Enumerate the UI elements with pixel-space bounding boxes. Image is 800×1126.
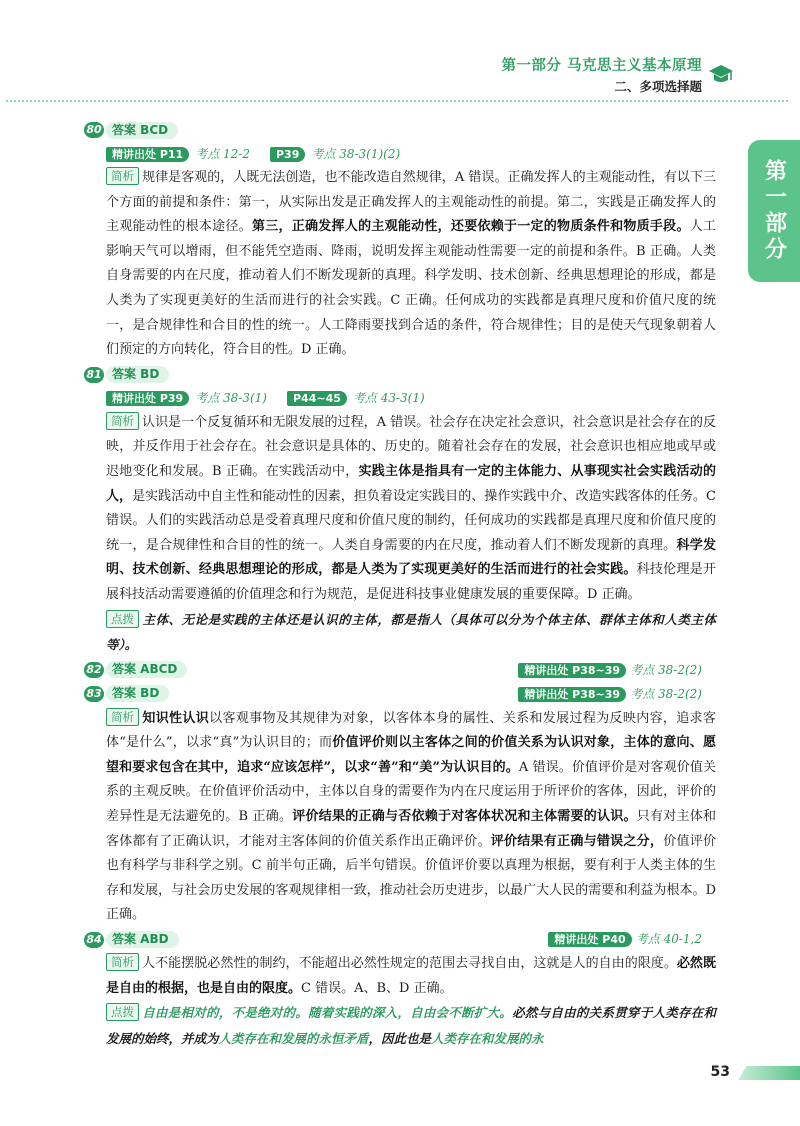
question-number: 84 — [84, 932, 104, 948]
answer-label: 答案 BD — [106, 685, 169, 702]
analysis-tag: 简析 — [106, 412, 139, 430]
bold-text: 必然既是自由的根据，也是自由的限度。 — [106, 956, 716, 996]
bold-text: 评价结果的正确与否依赖于对客体状况和主体需要的认识。 — [292, 809, 637, 825]
bold-text: 知识性认识 — [142, 710, 210, 726]
tip-text: 主体、无论是实践的主体还是认识的主体，都是指人（具体可以分为个体主体、群体主体和人类主体等）。 — [106, 611, 716, 653]
bold-text: 第三，正确发挥人的主观能动性，还要依赖于一定的物质条件和物质手段。 — [251, 219, 690, 235]
source-badge: 精讲出处 P38~39 — [518, 687, 626, 702]
question-number: 82 — [84, 662, 104, 678]
header-title: 第一部分 马克思主义基本原理 — [501, 58, 702, 74]
side-tab — [748, 140, 800, 282]
bold-text: 评价结果有正确与错误之分， — [490, 833, 664, 849]
header-divider — [6, 100, 788, 102]
tip-paragraph — [84, 1001, 716, 1052]
bold-text: 价值评价则以主客体之间的价值关系为认识对象，主体的意向、愿望和要求包含在其中，追求“应该怎样”，以求“善”和“美”为认识目的。 — [106, 735, 716, 775]
analysis-text: 价值评价也有科学与非科学之别。C 前半句正确，后半句错误。价值评价要以真理为根据，要有利于人类主体的生存和发展，与社会历史发展的客观规律相一致，推动社会历史进步，以最广大人民的需要和利益为根本。D 正确。 — [106, 833, 716, 923]
analysis-paragraph — [84, 707, 716, 928]
analysis-text: 规律是客观的，人既无法创造，也不能改造自然规律，A 错误。正确发挥人的主观能动性，有以下三个方面的前提和条件：第一，从实际出发是正确发挥人的主观能动性的前提。第二，实践是正确发挥人的主观能动性的根本途径。 — [106, 170, 716, 235]
analysis-text: A 错误。价值评价是对客观价值关系的主观反映。在价值评价活动中，主体以自身的需要作为内在尺度运用于所评价的客体，因此，评价的差异性是无法避免的。B 正确。 — [106, 759, 716, 825]
question-82-header — [84, 659, 716, 683]
analysis-text: 人工影响天气可以增雨，但不能凭空造雨、降雨，说明发挥主观能动性需要一定的前提和条件。B 正确。人类自身需要的内在尺度，推动着人们不断发现新的真理。科学发明、技术创新、经典思想理论的形成，都是人类为了实现更美好的生活而进行的社会实践。C 正确。任何成功的实践都是真理尺度和价值尺度的统一，是合规律性和合目的性的统一。人工降雨要找到合适的条件，符合规律性；目的是使天气现象朝着人们预定的方向转化，符合目的性。D 正确。 — [106, 219, 716, 358]
header-subtitle: 二、多项选择题 — [614, 79, 702, 94]
question-number: 81 — [84, 367, 104, 383]
bold-text: 科学发明、技术创新、经典思想理论的形成，都是人类为了实现更美好的生活而进行的社会实践。 — [106, 537, 716, 578]
analysis-text: 人不能摆脱必然性的制约，不能超出必然性规定的范围去寻找自由，这就是人的自由的限度。 — [142, 956, 677, 972]
question-number: 83 — [84, 686, 104, 702]
source-badge: 精讲出处 P40 — [548, 932, 631, 947]
tip-text-green: 人类存在和发展的永 — [431, 1030, 544, 1046]
bold-text: 实践主体是指具有一定的主体能力、从事现实社会实践活动的人， — [106, 463, 716, 504]
analysis-text: 以客观事物及其规律为对象，以客体本身的属性、关系和发展过程为反映内容，追求客体“是什么”，以求“真”为认识目的；而 — [106, 710, 716, 751]
analysis-tag: 简析 — [106, 708, 139, 726]
answer-label: 答案 BCD — [106, 122, 178, 139]
source-row — [84, 387, 716, 411]
graduation-cap-icon — [708, 62, 734, 86]
page-number-bar — [738, 1066, 800, 1080]
answer-label: 答案 BD — [106, 366, 169, 383]
tip-text-green: 人类存在和发展的永恒矛盾 — [218, 1030, 369, 1046]
tip-text-green: 自由是相对的，不是绝对的。随着实践的深入，自由会不断扩大。 — [142, 1005, 513, 1021]
question-83-header — [84, 683, 716, 707]
question-81-header — [84, 363, 716, 387]
source-row — [84, 142, 716, 166]
source-badge: 精讲出处 P38~39 — [518, 663, 626, 678]
tip-tag: 点拨 — [106, 610, 139, 628]
exam-point: 考点 38-3(1)(2) — [311, 146, 401, 161]
analysis-text: C 错误。A、B、D 正确。 — [301, 980, 453, 996]
exam-point: 考点 12-2 — [195, 146, 250, 161]
exam-point: 考点 40-1,2 — [635, 932, 702, 947]
exam-point: 考点 38-2(2) — [630, 662, 702, 677]
question-80-header — [84, 118, 716, 142]
question-number: 80 — [84, 122, 104, 138]
side-tab-label: 第一部分 — [761, 159, 787, 263]
source-badge: 精讲出处 P11 — [106, 147, 189, 162]
tip-tag: 点拨 — [106, 1003, 139, 1021]
analysis-text: 认识是一个反复循环和无限发展的过程，A 错误。社会存在决定社会意识，社会意识是社会存在的反映，并反作用于社会存在。社会意识是具体的、历史的。随着社会存在的发展，社会意识也相应地或早或迟地变化和发展。B 正确。在实践活动中， — [106, 414, 716, 479]
page-number: 53 — [710, 1064, 730, 1080]
answer-content — [84, 118, 716, 1052]
analysis-text: 只有对主体和客体都有了正确认识，才能对主客体间的价值关系作出正确评价。 — [106, 809, 716, 849]
tip-paragraph — [84, 608, 716, 659]
source-badge: 精讲出处 P39 — [106, 391, 189, 406]
analysis-text: 科技伦理是开展科技活动需要遵循的价值理念和行为规范，是促进科技事业健康发展的重要保障。D 正确。 — [106, 562, 716, 602]
exam-point: 考点 43-3(1) — [352, 391, 425, 406]
analysis-paragraph — [84, 166, 716, 363]
analysis-paragraph — [84, 411, 716, 608]
tip-text: ，因此也是 — [368, 1030, 432, 1046]
analysis-tag: 简析 — [106, 953, 139, 971]
analysis-text: 是实践活动中自主性和能动性的因素，担负着设定实践目的、操作实践中介、改造实践客体的任务。C 错误。人们的实践活动总是受着真理尺度和价值尺度的制约，任何成功的实践都是真理尺度和价值尺度的统一，是合规律性和合目的性的统一。人类自身需要的内在尺度，推动着人们不断发现新的真理。 — [106, 488, 716, 553]
answer-label: 答案 ABD — [106, 931, 179, 948]
answer-label: 答案 ABCD — [106, 661, 187, 678]
source-badge: P39 — [270, 147, 305, 162]
exam-point: 考点 38-2(2) — [630, 686, 702, 701]
analysis-tag: 简析 — [106, 167, 139, 185]
source-badge: P44~45 — [287, 391, 347, 406]
analysis-paragraph — [84, 952, 716, 1001]
exam-point: 考点 38-3(1) — [195, 391, 267, 406]
question-84-header — [84, 928, 716, 952]
tip-text: 必然与自由的关系贯穿于人类存在和发展的始终，并成为 — [106, 1005, 716, 1046]
